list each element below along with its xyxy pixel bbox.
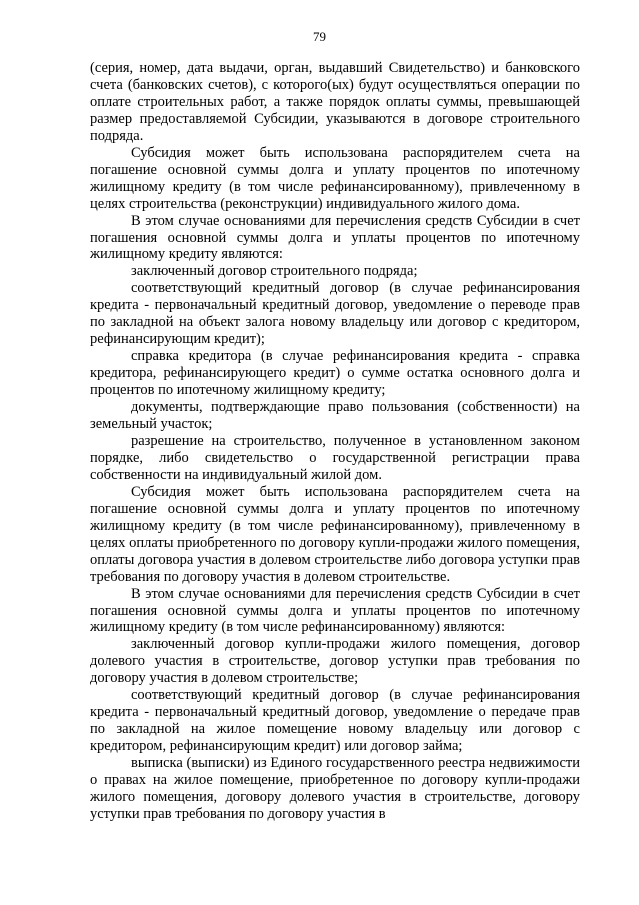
paragraph: Субсидия может быть использована распорядителем счета на погашение основной суммы долга и уплату процентов по ипотечному жилищному кредиту (в том числе рефинансированному), привлеченному в целях строительства (реконструкции) индивидуального жилого дома. xyxy=(90,144,580,212)
document-body xyxy=(90,60,580,823)
paragraph: документы, подтверждающие право пользования (собственности) на земельный участок; xyxy=(90,399,580,433)
paragraph: соответствующий кредитный договор (в случае рефинансирования кредита - первоначальный кредитный договор, уведомление о переводе прав по закладной на объект залога новому владельцу или договор с кредитором, рефинансирующим кредит); xyxy=(90,280,580,348)
paragraph: выписка (выписки) из Единого государственного реестра недвижимости о правах на жилое помещение, приобретенное по договору купли-продажи жилого помещения, договору долевого участия в строительстве, договору уступки прав требования по договору участия в xyxy=(90,755,580,822)
paragraph: Субсидия может быть использована распорядителем счета на погашение основной суммы долга и уплату процентов по ипотечному жилищному кредиту (в том числе рефинансированному), привлеченному в целях оплаты приобретенного по договору купли-продажи жилого помещения, оплаты договора участия в долевом строительстве либо договора уступки прав требования по договору участия в долевом строительстве. xyxy=(90,483,580,585)
paragraph: заключенный договор купли-продажи жилого помещения, договор долевого участия в строительстве, договор уступки прав требования по договору участия в долевом строительстве; xyxy=(90,636,580,687)
paragraph: справка кредитора (в случае рефинансирования кредита - справка кредитора, рефинансирующего кредит) о сумме остатка основного долга и процентов по ипотечному жилищному кредиту; xyxy=(90,348,580,399)
paragraph: заключенный договор строительного подряда; xyxy=(131,263,418,280)
paragraph: В этом случае основаниями для перечисления средств Субсидии в счет погашения основной суммы долга и уплаты процентов по ипотечному жилищному кредиту (в том числе рефинансированному) являются: xyxy=(90,585,580,636)
paragraph: разрешение на строительство, полученное в установленном законом порядке, либо свидетельство о государственной регистрации права собственности на индивидуальный жилой дом. xyxy=(90,432,580,483)
paragraph: соответствующий кредитный договор (в случае рефинансирования кредита - первоначальный кредитный договор, уведомление о передаче прав по закладной на жилое помещение новому владельцу или договор с кредитором, рефинансирующим кредит) или договор займа; xyxy=(90,687,580,755)
paragraph: В этом случае основаниями для перечисления средств Субсидии в счет погашения основной суммы долга и уплаты процентов по ипотечному жилищному кредиту являются: xyxy=(90,212,580,263)
page-number: 79 xyxy=(313,29,326,44)
paragraph: (серия, номер, дата выдачи, орган, выдавший Свидетельство) и банковского счета (банковских счетов), с которого(ых) будут осуществляться операции по оплате строительных работ, а также порядок оплаты суммы, превышающей размер предоставляемой Субсидии, указываются в договоре строительного подряда. xyxy=(90,60,580,144)
